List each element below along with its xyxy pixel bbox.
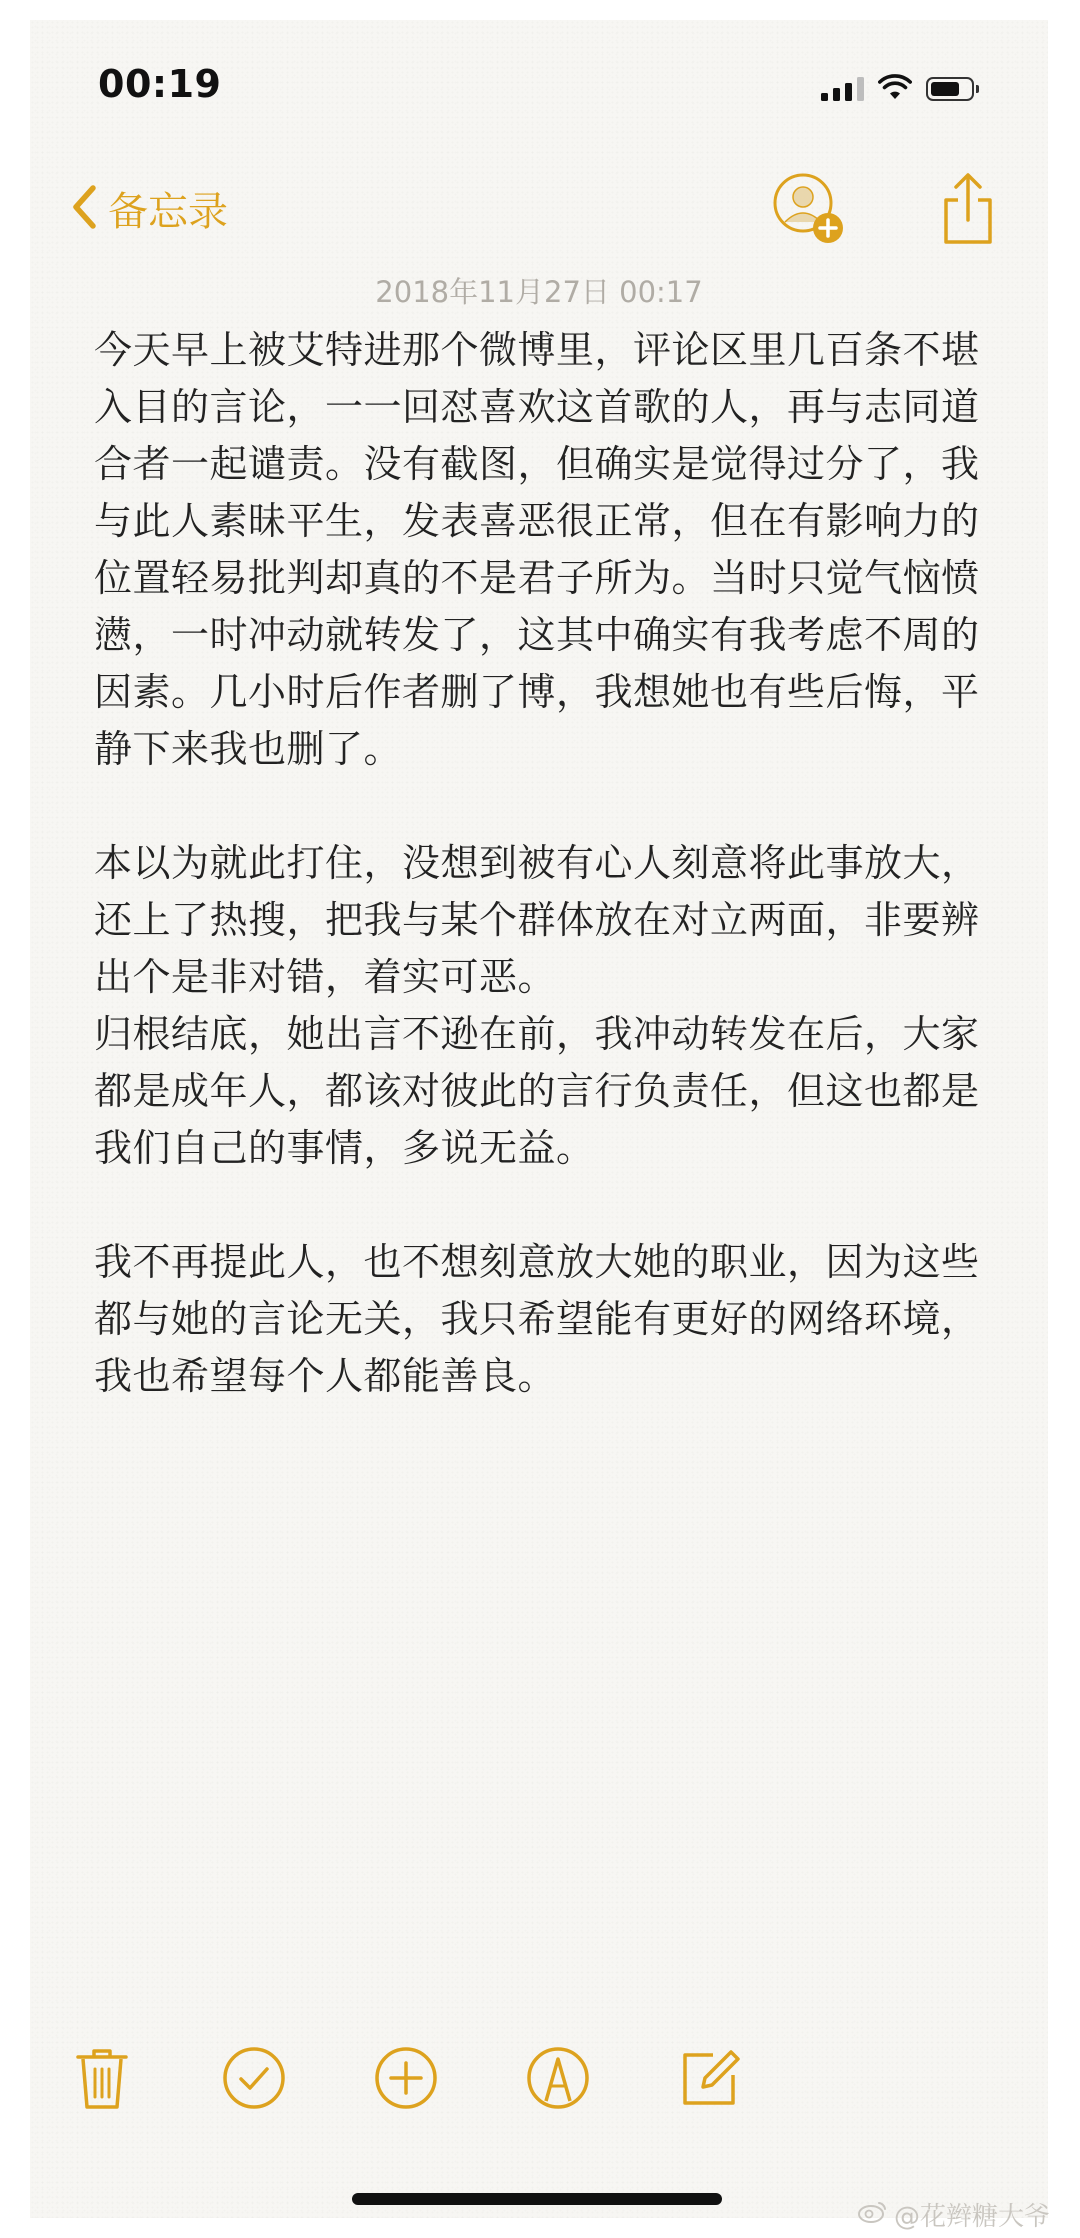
add-button[interactable] (368, 2040, 444, 2116)
watermark-text: @花辫糖大爷 (893, 2202, 1050, 2232)
compose-icon (677, 2045, 743, 2111)
watermark (858, 2196, 1050, 2233)
weibo-icon (858, 2199, 888, 2230)
delete-button[interactable] (64, 2040, 140, 2116)
note-paragraph: 本以为就此打住，没想到被有心人刻意将此事放大，还上了热搜，把我与某个群体放在对立两面，非要辨出个是非对错，着实可恶。 归根结底，她出言不逊在前，我冲动转发在后，大家都是成年人，都该对彼此的言行负责任，但这也都是我们自己的事情，多说无益。 (94, 841, 980, 1170)
bottom-toolbar (30, 2040, 1048, 2120)
checklist-button[interactable] (216, 2040, 292, 2116)
checklist-icon (221, 2045, 287, 2111)
signal-bar (857, 77, 864, 101)
home-indicator[interactable] (352, 2193, 722, 2205)
trash-icon (74, 2045, 130, 2111)
signal-bar (821, 93, 828, 101)
battery-level (931, 82, 959, 96)
note-body[interactable] (94, 322, 994, 1405)
signal-bar (833, 88, 840, 101)
share-icon (938, 170, 998, 248)
share-button[interactable] (938, 170, 998, 252)
back-label: 备忘录 (108, 189, 228, 235)
markup-button[interactable] (520, 2040, 596, 2116)
markup-icon (525, 2045, 591, 2111)
add-icon (373, 2045, 439, 2111)
battery-icon (926, 77, 974, 101)
back-button[interactable] (70, 180, 228, 237)
add-person-icon (770, 170, 848, 248)
compose-button[interactable] (672, 2040, 748, 2116)
chevron-left-icon (70, 184, 98, 234)
status-icons (821, 74, 974, 104)
note-paragraph: 我不再提此人，也不想刻意放大她的职业，因为这些都与她的言论无关，我只希望能有更好的网络环境，我也希望每个人都能善良。 (94, 1240, 980, 1398)
signal-icon (821, 77, 864, 101)
wifi-icon (878, 74, 912, 104)
note-date: 2018年11月27日 00:17 (375, 275, 703, 309)
add-person-button[interactable] (770, 170, 848, 248)
signal-bar (845, 83, 852, 101)
status-time: 00:19 (98, 62, 222, 106)
note-paragraph: 今天早上被艾特进那个微博里，评论区里几百条不堪入目的言论，一一回怼喜欢这首歌的人，再与志同道合者一起谴责。没有截图，但确实是觉得过分了，我与此人素昧平生，发表喜恶很正常，但在有影响力的位置轻易批判却真的不是君子所为。当时只觉气恼愤懑，一时冲动就转发了，这其中确实有我考虑不周的因素。几小时后作者删了博，我想她也有些后悔，平静下来我也删了。 (94, 328, 980, 771)
notes-screen (30, 20, 1048, 2218)
